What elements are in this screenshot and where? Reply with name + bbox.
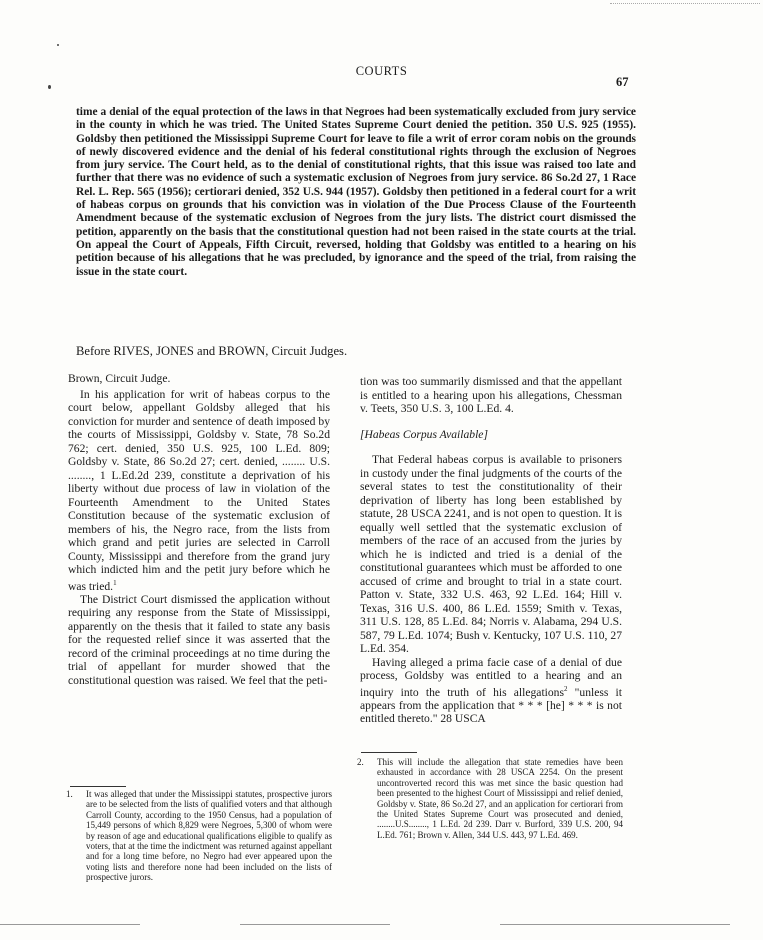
scan-speck — [48, 85, 51, 89]
footnote-1 — [66, 789, 332, 883]
footnote-ref[interactable]: 2 — [564, 684, 568, 693]
opinion-author: Brown, Circuit Judge. — [68, 372, 171, 385]
paragraph-text: "unless it appears from the application that * * * [he] * * * is not entitled thereto." 28 USCA — [360, 685, 622, 726]
scan-bottom-line — [500, 924, 730, 925]
running-head: COURTS — [355, 64, 408, 78]
footnote-text: It was alleged that under the Mississippi statutes, prospective jurors are to be selected from the lists of qualified voters and that although Carroll County, according to the 1950 Census, had a population of 15,449 persons of which 8,829 were Negroes, 5,300 of whom were by reason of age and educational qualifications eligible to qualify as voters, that at the time the indictment was returned against appellant and for a long time before, no Negro had ever appeared upon the voting lists and therefore none had been included on the lists of prospective jurors. — [86, 789, 332, 883]
footnote-divider — [70, 786, 126, 787]
opinion-paragraph — [360, 656, 622, 726]
footnote-ref[interactable]: 1 — [113, 578, 117, 587]
opinion-paragraph: The District Court dismissed the application without requiring any response from the State of Mississippi, apparently on the thesis that it failed to state any basis for the requested relief since it was asserted that the record of the criminal proceedings at no time during the trial of appellant for murder showed that the constitutional question was raised. We feel that the peti- — [68, 592, 330, 687]
headnote: [Habeas Corpus Available] — [360, 427, 488, 441]
scan-edge-dots — [610, 3, 760, 4]
paragraph-text: In his application for writ of habeas corpus to the court below, appellant Goldsby alleged that his conviction for murder and sentence of death imposed by the courts of Mississippi, Goldsby v. State, 78 So.2d 762; cert. denied, 350 U.S. 925, 100 L.Ed. 809; Goldsby v. State, 86 So.2d 27; cert. denied, ........ U.S. ........, 1 L.Ed.2d 239, constitute a deprivation of his liberty without due process of law in violation of the Fourteenth Amendment to the United States Constitution because of the systematic exclusion of members of his, the Negro race, from the lists from which grand and petit juries are selected in Carroll County, Mississippi and therefore from the grand jury which indicted him and the petit jury before which he was tried. — [68, 387, 330, 593]
panel-of-judges: Before RIVES, JONES and BROWN, Circuit Judges. — [76, 344, 348, 358]
paragraph-text: Having alleged a prima facie case of a denial of due process, Goldsby was entitled to a hearing and an inquiry into the truth of his allegations — [360, 655, 622, 699]
page-number: 67 — [616, 75, 629, 89]
scan-speck — [57, 44, 59, 46]
footnote-number: 1. — [66, 789, 73, 799]
opinion-paragraph: tion was too summarily dismissed and that the appellant is entitled to a hearing upon his allegations, Chessman v. Teets, 350 U.S. 3, 100 L.Ed. 4. — [360, 375, 622, 415]
footnote-text: This will include the allegation that state remedies have been exhausted in accordance with 28 USCA 2254. On the present uncontroverted record this was met since the basic question had been presented to the highest Court of Mississippi and relief denied, Goldsby v. State, 86 So.2d 27, and an application for certiorari from the United States Supreme Court was prosecuted and denied, ........U.S........, 1 L.Ed. 2d 239. Darr v. Burford, 339 U.S. 200, 94 L.Ed. 761; Brown v. Allen, 344 U.S. 443, 97 L.Ed. 469. — [377, 757, 623, 840]
footnote-number: 2. — [357, 757, 364, 767]
left-column — [68, 372, 330, 687]
syllabus-paragraph: time a denial of the equal protection of the laws in that Negroes had been systematically excluded from jury service in the county in which he was tried. The United States Supreme Court denied the petition. 350 U.S. 925 (1955). Goldsby then petitioned the Mississippi Supreme Court for leave to file a writ of error coram nobis on the grounds of newly discovered evidence and the denial of his federal constitutional rights through the exclusion of Negroes from jury service. The Court held, as to the denial of constitutional rights, that this issue was raised too late and further that there was no evidence of such a systematic exclusion of Negroes from jury service. 86 So.2d 27, 1 Race Rel. L. Rep. 565 (1956); certiorari denied, 352 U.S. 944 (1957). Goldsby then petitioned in a federal court for a writ of habeas corpus on grounds that his conviction was in violation of the Due Process Clause of the Fourteenth Amendment because of the systematic exclusion of Negroes from the jury lists. The district court dismissed the petition, apparently on the basis that the constitutional question had not been raised in the state courts at the trial. On appeal the Court of Appeals, Fifth Circuit, reversed, holding that Goldsby was entitled to a hearing on his petition because of his allegations that he was precluded, by ignorance and the speed of the trial, from raising the issue in the state court. — [76, 106, 636, 278]
footnote-2 — [357, 757, 623, 840]
footnote-divider — [361, 752, 417, 753]
opinion-paragraph — [68, 388, 330, 593]
right-column — [360, 375, 622, 726]
scan-bottom-line — [240, 924, 390, 925]
scan-bottom-line — [0, 924, 140, 925]
opinion-paragraph: That Federal habeas corpus is available to prisoners in custody under the final judgments of the courts of the several states to test the constitutionality of their deprivation of liberty has long been established by statute, 28 USCA 2241, and is not open to question. It is equally well settled that the systematic exclusion of members of the race of an accused from the juries by which he is indicted and tried is a denial of the constitutional guarantees which must be afforded to one accused of crime and brought to trial in a state court. Patton v. State, 332 U.S. 463, 92 L.Ed. 164; Hill v. Texas, 316 U.S. 400, 86 L.Ed. 1559; Smith v. Texas, 311 U.S. 128, 85 L.Ed. 84; Norris v. Alabama, 294 U.S. 587, 79 L.Ed. 1074; Bush v. Kentucky, 107 U.S. 110, 27 L.Ed. 354. — [360, 453, 622, 655]
